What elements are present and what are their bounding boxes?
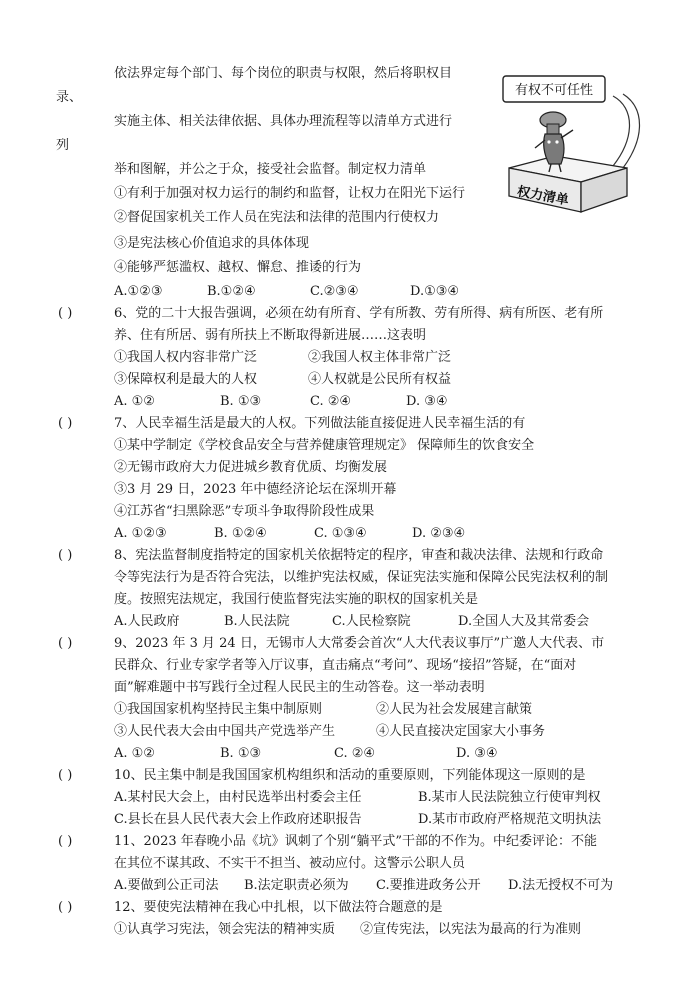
q7-choice-c: C. ①③④ xyxy=(314,526,367,541)
q6-option-4: ④人权就是公民所有权益 xyxy=(308,372,452,387)
q9-stem-2: 民群众、行业专家学者等入厅议事，直击痛点“考问”、现场“接招”答疑，在“面对 xyxy=(114,658,577,673)
q8-choice-a: A.人民政府 xyxy=(114,614,180,629)
illustration-sign-text: 有权不可任性 xyxy=(514,83,594,98)
q9-answer-blank[interactable]: ( ) xyxy=(58,636,73,651)
intro-line-2: 录、 xyxy=(56,90,83,105)
q11-choice-d: D.法无授权不可为 xyxy=(508,878,614,893)
q6-choice-d: D. ③④ xyxy=(406,394,448,409)
q9-option-1: ①我国国家机构坚持民主集中制原则 xyxy=(114,702,323,717)
q12-option-1: ①认真学习宪法，领会宪法的精神实质 xyxy=(114,922,336,937)
q11-choice-b: B.法定职责必须为 xyxy=(244,878,349,893)
q10-choice-d: D.某市市政府严格规范文明执法 xyxy=(418,812,602,827)
power-list-drawing xyxy=(495,68,645,218)
q6-choice-b: B. ①③ xyxy=(220,394,262,409)
q7-choice-a: A. ①②③ xyxy=(114,526,167,541)
q12-answer-blank[interactable]: ( ) xyxy=(58,900,73,915)
q5-option-3: ③是宪法核心价值追求的具体体现 xyxy=(114,236,310,251)
q11-answer-blank[interactable]: ( ) xyxy=(58,834,73,849)
q5-choice-b: B.①②④ xyxy=(207,284,256,299)
q9-option-4: ④人民直接决定国家大小事务 xyxy=(376,724,546,739)
q7-option-3: ③3 月 29 日，2023 年中德经济论坛在深圳开幕 xyxy=(114,482,397,497)
q9-choice-a: A. ①② xyxy=(114,746,155,761)
q9-option-3: ③人民代表大会由中国共产党选举产生 xyxy=(114,724,336,739)
q5-choice-c: C.②③④ xyxy=(310,284,359,299)
q12-option-2: ②宣传宪法，以宪法为最高的行为准则 xyxy=(360,922,582,937)
q6-option-1: ①我国人权内容非常广泛 xyxy=(114,350,258,365)
q10-answer-blank[interactable]: ( ) xyxy=(58,768,73,783)
q10-choice-c: C.县长在县人民代表大会上作政府述职报告 xyxy=(114,812,362,827)
q9-stem-1: 9、2023 年 3 月 24 日，无锡市人大常委会首次“人大代表议事厅”广邀人大代表、市 xyxy=(114,636,605,651)
q9-choice-b: B. ①③ xyxy=(220,746,262,761)
q11-stem-1: 11、2023 年春晚小品《坑》讽刺了个别“躺平式”干部的不作为。中纪委评论：不能 xyxy=(114,834,598,849)
q9-choice-c: C. ②④ xyxy=(334,746,376,761)
q9-option-2: ②人民为社会发展建言献策 xyxy=(376,702,533,717)
q5-option-4: ④能够严惩滥权、越权、懈怠、推诿的行为 xyxy=(114,260,362,275)
q6-stem-2: 养、住有所居、弱有所扶上不断取得新进展……这表明 xyxy=(114,328,427,343)
q6-answer-blank[interactable]: ( ) xyxy=(58,306,73,321)
intro-line-3: 实施主体、相关法律依据、具体办理流程等以清单方式进行 xyxy=(114,114,453,129)
q5-option-1: ①有利于加强对权力运行的制约和监督，让权力在阳光下运行 xyxy=(114,186,466,201)
intro-line-4: 列 xyxy=(56,138,70,153)
q6-choice-c: C. ②④ xyxy=(310,394,352,409)
q8-stem-1: 8、宪法监督制度指特定的国家机关依据特定的程序，审查和裁决法律、法规和行政命 xyxy=(114,548,604,563)
q8-stem-2: 令等宪法行为是否符合宪法，以维护宪法权威，保证宪法实施和保障公民宪法权利的制 xyxy=(114,570,609,585)
q7-stem-1: 7、人民幸福生活是最大的人权。下列做法能直接促进人民幸福生活的有 xyxy=(114,416,526,431)
q5-choice-d: D.①③④ xyxy=(410,284,460,299)
intro-line-1: 依法界定每个部门、每个岗位的职责与权限，然后将职权目 xyxy=(114,66,453,81)
q6-choice-a: A. ①② xyxy=(114,394,155,409)
q11-stem-2: 在其位不谋其政、不实干不担当、被动应付。这警示公职人员 xyxy=(114,856,466,871)
q8-answer-blank[interactable]: ( ) xyxy=(58,548,73,563)
q6-stem-1: 6、党的二十大报告强调，必须在幼有所育、学有所教、劳有所得、病有所医、老有所 xyxy=(114,306,604,321)
q5-option-2: ②督促国家机关工作人员在宪法和法律的范围内行使权力 xyxy=(114,210,440,225)
q10-stem-1: 10、民主集中制是我国国家机构组织和活动的重要原则，下列能体现这一原则的是 xyxy=(114,768,586,783)
q7-option-1: ①某中学制定《学校食品安全与营养健康管理规定》 保障师生的饮食安全 xyxy=(114,438,535,453)
q7-choice-d: D. ②③④ xyxy=(412,526,466,541)
q5-choice-a: A.①②③ xyxy=(114,284,163,299)
q11-choice-c: C.要推进政务公开 xyxy=(376,878,481,893)
power-list-illustration xyxy=(495,68,645,218)
q8-choice-b: B.人民法院 xyxy=(224,614,290,629)
q11-choice-a: A.要做到公正司法 xyxy=(114,878,219,893)
illustration-box-text: 权力清单 xyxy=(515,184,570,209)
intro-line-5: 举和图解，并公之于众，接受社会监督。制定权力清单 xyxy=(114,162,427,177)
q8-choice-c: C.人民检察院 xyxy=(332,614,411,629)
q12-stem-1: 12、要使宪法精神在我心中扎根，以下做法符合题意的是 xyxy=(114,900,443,915)
q9-choice-d: D. ③④ xyxy=(456,746,498,761)
q8-choice-d: D.全国人大及其常委会 xyxy=(458,614,590,629)
q10-choice-a: A.某村民大会上，由村民选举出村委会主任 xyxy=(114,790,362,805)
q8-stem-3: 度。按照宪法规定，我国行使监督宪法实施的职权的国家机关是 xyxy=(114,592,479,607)
q7-option-2: ②无锡市政府大力促进城乡教育优质、均衡发展 xyxy=(114,460,388,475)
q7-choice-b: B. ①②④ xyxy=(214,526,267,541)
q6-option-3: ③保障权利是最大的人权 xyxy=(114,372,258,387)
q9-stem-3: 面”解难题中书写践行全过程人民民主的生动答卷。这一举动表明 xyxy=(114,680,485,695)
q7-answer-blank[interactable]: ( ) xyxy=(58,416,73,431)
q10-choice-b: B.某市人民法院独立行使审判权 xyxy=(418,790,601,805)
q7-option-4: ④江苏省“扫黑除恶”专项斗争取得阶段性成果 xyxy=(114,504,375,519)
q6-option-2: ②我国人权主体非常广泛 xyxy=(308,350,452,365)
